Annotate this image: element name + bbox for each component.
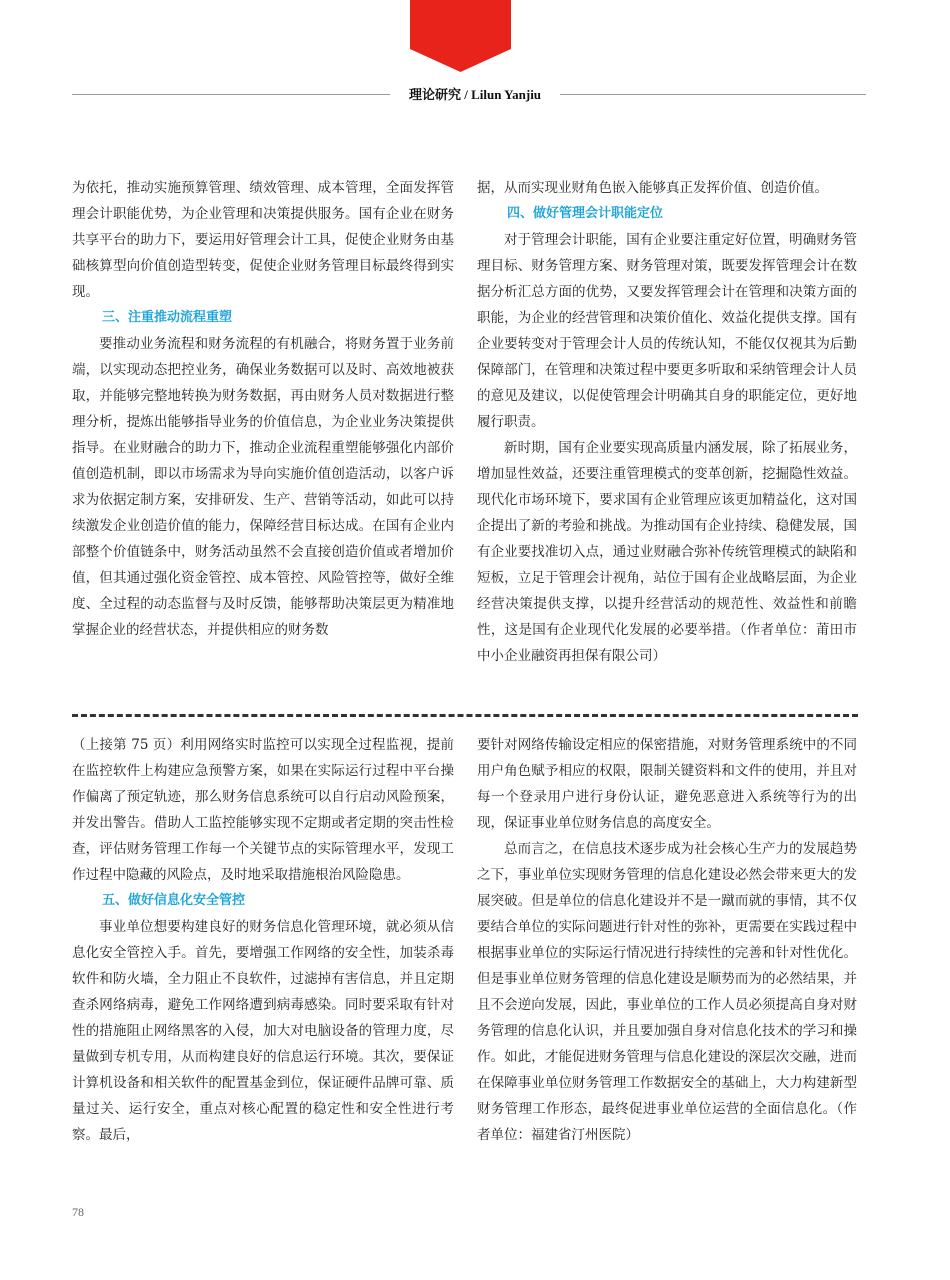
page-number: 78 [72, 1205, 84, 1219]
section-tab-marker [410, 0, 511, 72]
body-paragraph: 事业单位想要构建良好的财务信息化管理环境，就必须从信息化安全管控入手。首先，要增强工作网络的安全性，加装杀毒软件和防火墙，全力阻止不良软件，过滤掉有害信息，并且定期查杀网络病毒，避免工作网络遭到病毒感染。同时要采取有针对性的措施阻止网络黑客的入侵，加大对电脑设备的管理力度，尽量做到专机专用，从而构建良好的信息运行环境。其次，要保证计算机设备和相关软件的配置基金到位，保证硬件品牌可靠、质量过关、运行安全，重点对核心配置的稳定性和安全性进行考察。最后， [72, 919, 454, 1143]
section-heading: 五、做好信息化安全管控 [102, 893, 246, 908]
body-paragraph: 新时期，国有企业要实现高质量内涵发展，除了拓展业务，增加显性效益，还要注重管理模式的变革创新，挖掘隐性效益。现代化市场环境下，要求国有企业管理应该更加精益化，这对国企提出了新的考验和挑战。为推动国有企业持续、稳健发展，国有企业要找准切入点，通过业财融合弥补传统管理模式的缺陷和短板，立足于管理会计视角，站位于国有企业战略层面，为企业经营决策提供支撑，以提升经营活动的规范性、效益性和前瞻性，这是国有企业现代化发展的必要举措。（作者单位：莆田市中小企业融资再担保有限公司） [477, 440, 857, 664]
body-paragraph: 对于管理会计职能，国有企业要注重定好位置，明确财务管理目标、财务管理方案、财务管理对策，既要发挥管理会计在数据分析汇总方面的优势，又要发挥管理会计在管理和决策方面的职能，为企业的经营管理和决策价值化、效益化提供支撑。国有企业要转变对于管理会计人员的传统认知，不能仅仅视其为后勤保障部门，在管理和决策过程中要更多听取和采纳管理会计人员的意见及建议，以促使管理会计明确其自身的职能定位，更好地履行职责。 [477, 232, 857, 430]
header-rule-left [72, 94, 390, 95]
article2-column-right [477, 732, 857, 1148]
body-text: （上接第 75 页）利用网络实时监控可以实现全过程监视，提前在监控软件上构建应急预警方案，如果在实际运行过程中平台操作偏离了预定轨迹，那么财务信息系统可以自行启动风险预案，并发出警告。借助人工监控能够实现不定期或者定期的突击性检查，评估财务管理工作每一个关键节点的实际管理水平，发现工作过程中隐藏的风险点，及时地采取措施根治风险隐患。 [72, 737, 454, 883]
article-divider [72, 714, 858, 717]
body-text: 要针对网络传输设定相应的保密措施，对财务管理系统中的不同用户角色赋予相应的权限，限制关键资料和文件的使用，并且对每一个登录用户进行身份认证，避免恶意进入系统等行为的出现，保证事业单位财务信息的高度安全。 [477, 737, 857, 831]
article1-column-right [477, 175, 857, 669]
section-heading: 三、注重推动流程重塑 [102, 310, 233, 325]
article2-column-left [72, 732, 454, 1148]
article1-column-left [72, 175, 454, 643]
running-header: 理论研究 / Lilun Yanjiu [408, 87, 542, 102]
body-paragraph: 总而言之，在信息技术逐步成为社会核心生产力的发展趋势之下，事业单位实现财务管理的信息化建设必然会带来更大的发展突破。但是单位的信息化建设并不是一蹴而就的事情，其不仅要结合单位的实际问题进行针对性的弥补，更需要在实践过程中根据事业单位的实际运行情况进行持续性的完善和针对性优化。但是事业单位财务管理的信息化建设是顺势而为的必然结果，并且不会逆向发展，因此，事业单位的工作人员必须提高自身对财务管理的信息化认识，并且要加强自身对信息化技术的学习和操作。如此，才能促进财务管理与信息化建设的深层次交融，进而在保障事业单位财务管理工作数据安全的基础上，大力构建新型财务管理工作形态，最终促进事业单位运营的全面信息化。（作者单位：福建省汀州医院） [477, 841, 857, 1143]
body-text: 为依托，推动实施预算管理、绩效管理、成本管理，全面发挥管理会计职能优势，为企业管理和决策提供服务。国有企业在财务共享平台的助力下，要运用好管理会计工具，促使企业财务由基础核算型向价值创造型转变，促使企业财务管理目标最终得到实现。 [72, 180, 454, 300]
body-text: 据，从而实现业财角色嵌入能够真正发挥价值、创造价值。 [477, 180, 828, 196]
section-heading: 四、做好管理会计职能定位 [507, 206, 664, 221]
body-paragraph: 要推动业务流程和财务流程的有机融合，将财务置于业务前端，以实现动态把控业务，确保业务数据可以及时、高效地被获取，并能够完整地转换为财务数据，再由财务人员对数据进行整理分析，提炼出能够指导业务的价值信息，为企业业务决策提供指导。在业财融合的助力下，推动企业流程重塑能够强化内部价值创造机制，即以市场需求为导向实施价值创造活动，以客户诉求为依据定制方案，安排研发、生产、营销等活动，如此可以持续激发企业创造价值的能力，保障经营目标达成。在国有企业内部整个价值链条中，财务活动虽然不会直接创造价值或者增加价值，但其通过强化资金管控、成本管控、风险管控等，做好全维度、全过程的动态监督与及时反馈，能够帮助决策层更为精准地掌握企业的经营状态，并提供相应的财务数 [72, 336, 454, 638]
header-rule-right [560, 94, 866, 95]
